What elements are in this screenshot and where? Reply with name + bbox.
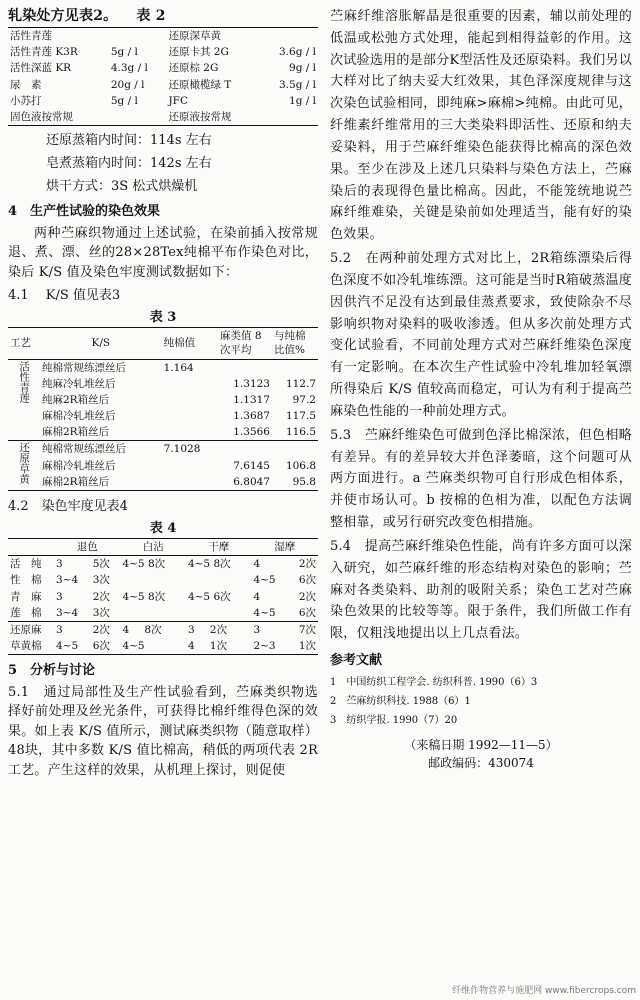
table2-header-left: 活性青莲 (10, 30, 52, 42)
table-cell: 小苏打 (10, 94, 42, 107)
table-cell: 4~5 8次 (122, 558, 166, 571)
table-row (8, 28, 318, 45)
section-5-1-continued: 苎麻纤维溶胀解晶是很重要的因素，辅以前处理的低温或松弛方式处理，能起到相得益彰的作用。这次试验选用的是部分K型活性及还原染料。我们另以大样对比了纳夫妥大红效果，其色泽深度规律与这次染色试验相同，即纯麻>麻棉>纯棉。由此可见，纤维素纤维常用的三大类染料即活性、还原和纳夫妥染料，用于苎麻纤维染色能获得比棉高的深色效果。至少在涉及上述几只染料与染色方法上，苎麻染后的表现得色量比棉高。因此，不能笼统地说苎麻纤维难染，关键是染前如处理适当，能有好的染色效果。 (330, 9, 632, 243)
table-cell: 活性深蓝 KR (10, 62, 72, 75)
table-cell (186, 572, 252, 588)
table-cell: 4 (187, 640, 195, 653)
table-cell: 6.8047 (233, 475, 270, 488)
table-row (8, 458, 318, 474)
references-heading: 参考文献 (330, 653, 383, 669)
table-cell: 106.8 (285, 459, 316, 472)
table3-col-process: 工艺 (8, 328, 40, 359)
table3 (8, 327, 318, 491)
table-cell: 尿 素 (10, 78, 42, 91)
table2-footer-left: 固色液按常规 (10, 110, 73, 123)
table-row (8, 44, 318, 60)
table-cell (120, 605, 186, 622)
table-cell: 1.3566 (233, 426, 270, 439)
left-column (8, 6, 318, 780)
table-cell: 1.1317 (233, 393, 270, 406)
section-5-1-paragraph: 5.1 通过局部性及生产性试验看到，苎麻类织物选择好前处理及丝光条件，可获得比棉纤维得色深的效果。如上表 K/S 值所示，测试麻类织物（随意取样）48块，其中多数 K/S 值比棉高，稍低的两项代表 2R 工艺。产生这样的效果，从机理上探讨，则促使 (8, 684, 318, 778)
table3-title: 表 3 (149, 309, 177, 325)
table2 (8, 27, 318, 126)
table-cell: JFC (168, 94, 188, 107)
table-cell: 活 纯 (10, 558, 42, 571)
right-column (330, 6, 632, 772)
table4-col-stain: 白沾 (120, 539, 186, 556)
postal-code: 邮政编码：430074 (428, 755, 534, 770)
table-cell: 4~5 6次 (187, 590, 231, 603)
table-row (8, 638, 318, 655)
references-list (330, 673, 632, 730)
table-cell: 纯棉常规练漂丝后 (42, 361, 126, 374)
table3-group-reactive: 活性青莲 (18, 360, 31, 403)
table-row (8, 408, 318, 424)
table-row (8, 556, 318, 573)
received-date: （来稿日期 1992—11—5） (404, 737, 558, 752)
table4-col-fade: 退色 (54, 539, 120, 556)
table-cell: 5次 (92, 558, 110, 571)
table-cell (218, 359, 272, 376)
table2-title: 表 2 (136, 8, 166, 24)
table4-col-blank (8, 539, 54, 556)
table-row (8, 424, 318, 441)
table-row (8, 589, 318, 605)
table-cell: 3 (56, 590, 63, 603)
table-cell (162, 458, 218, 474)
table-row (8, 359, 318, 376)
table-row (8, 376, 318, 392)
table-cell (162, 424, 218, 441)
table-cell: 4 (253, 558, 261, 571)
table-cell: 活性青莲 K3R (10, 46, 78, 59)
table-cell: 4~5 (56, 640, 79, 653)
section-4-1-heading: 4.1 K/S 值见表3 (8, 288, 121, 304)
table-cell: 3次 (92, 574, 110, 587)
table-cell: 6次 (92, 640, 110, 653)
table-cell: 3.5g / l (279, 78, 316, 91)
table-cell: 1次 (209, 640, 228, 653)
reference-item: 3 纺织学报. 1990（7）20 (330, 714, 458, 726)
table-cell: 还原橄榄绿 T (168, 78, 232, 91)
table-row (8, 572, 318, 588)
table-row (8, 441, 318, 458)
process-line: 皂煮蒸箱内时间：142s 左右 (46, 155, 212, 171)
table-row (8, 328, 318, 359)
table-cell: 4~5 (122, 640, 145, 653)
table-cell: 6次 (298, 574, 316, 587)
table-row (8, 77, 318, 93)
table-cell: 还原卡其 2G (168, 46, 229, 59)
table-cell: 7次 (298, 623, 316, 636)
table-cell: 性 棉 (10, 574, 42, 587)
table-cell (162, 474, 218, 491)
reference-item: 1 中国纺织工程学会. 纺织科普. 1990（6）3 (330, 676, 538, 688)
table-cell: 1g / l (289, 94, 316, 107)
table-cell (162, 376, 218, 392)
table2-footer-right: 还原液按常规 (168, 110, 232, 123)
table-cell: 4~5 (253, 606, 276, 619)
table-row (8, 392, 318, 408)
table-cell: 3 (253, 623, 261, 636)
table-cell (218, 441, 272, 458)
table-cell: 117.5 (285, 410, 316, 423)
section-4-heading: 4 生产性试验的染色效果 (8, 204, 161, 220)
table2-intro-text: 轧染处方见表2。 (8, 8, 118, 24)
table-cell: 纯麻2R箱丝后 (42, 393, 110, 406)
table-cell: 5g / l (110, 94, 138, 107)
table-cell: 1.3687 (233, 410, 270, 423)
table4-col-wet-rub: 湿摩 (251, 539, 318, 556)
table-cell: 2次 (298, 558, 316, 571)
table-cell: 1.164 (163, 361, 194, 374)
table-cell (272, 359, 318, 376)
table3-col-ramie: 麻类值 8次平均 (218, 328, 272, 359)
table-cell: 莲 棉 (10, 606, 42, 619)
table-cell: 草黄棉 (10, 640, 42, 653)
section-5-3-paragraph: 5.3 苎麻纤维染色可做到色泽比棉深浓，但色相略有差异。有的差异较大并色泽萎暗，这个问题可从两方面进行。a 苎麻类织物可自行形成色相体系，并使市场认可。b 按棉的色相为准，以配色方法调整相靠，或另行研究改变色相措施。 (330, 427, 632, 531)
table-cell: 3 (187, 623, 195, 636)
table-cell: 3 (56, 623, 63, 636)
table-cell: 6次 (298, 606, 316, 619)
table3-group-vat: 还原草黄 (8, 441, 40, 491)
table-cell (162, 408, 218, 424)
table-row (8, 605, 318, 622)
table-cell (162, 392, 218, 408)
table-cell: 116.5 (285, 426, 316, 439)
table-cell: 95.8 (292, 475, 316, 488)
table3-col-cotton: 纯棉值 (162, 328, 218, 359)
table-cell: 还原棕 2G (168, 62, 219, 75)
table-cell: 4~5 8次 (122, 590, 166, 603)
table-row (8, 60, 318, 76)
table-cell: 1.3123 (233, 377, 270, 390)
table-cell: 7.6145 (233, 459, 270, 472)
table-cell: 纯麻冷轧堆丝后 (42, 377, 116, 390)
table4-title: 表 4 (149, 520, 177, 536)
table2-header-right: 还原深草黄 (168, 30, 221, 42)
table-cell: 麻棉冷轧堆丝后 (42, 459, 116, 472)
table-cell: 3~4 (56, 574, 79, 587)
table-row (8, 539, 318, 556)
section-5-heading: 5 分析与讨论 (8, 663, 96, 679)
section-4-paragraph: 两种苎麻织物通过上述试验，在染前插入按常规退、煮、漂、丝的28×28Tex纯棉平布作染色对比，染后 K/S 值及染色牢度测试数据如下： (8, 225, 318, 280)
table-cell: 4 (253, 590, 261, 603)
table-cell: 4 (122, 623, 130, 636)
table-cell: 1次 (298, 640, 316, 653)
table-cell: 2次 (92, 623, 110, 636)
table-cell (272, 441, 318, 458)
table-cell: 20g / l (110, 78, 145, 91)
table-row (8, 109, 318, 126)
table-cell: 5g / l (110, 46, 138, 59)
site-watermark: 纤维作物营养与施肥网 www.fibercrops.com (452, 985, 636, 996)
table-row (8, 474, 318, 491)
table-cell: 纯棉常规练漂丝后 (40, 441, 162, 458)
table-cell: 4~5 (253, 574, 276, 587)
table-cell: 麻棉冷轧堆丝后 (42, 410, 116, 423)
table-cell: 青 麻 (10, 590, 42, 603)
table-cell: 2次 (298, 590, 316, 603)
table-cell: 麻棉2R箱丝后 (42, 475, 110, 488)
process-lines (8, 130, 318, 198)
table-cell: 麻棉2R箱丝后 (42, 426, 110, 439)
table-cell: 4.3g / l (110, 62, 148, 75)
section-4-2-heading: 4.2 染色牢度见表4 (8, 499, 128, 514)
table-cell: 9g / l (289, 62, 316, 75)
table-cell: 3.6g / l (279, 46, 316, 59)
table-row (8, 621, 318, 638)
table3-col-ratio: 与纯棉 比值% (272, 328, 318, 359)
table3-col-ks: K/S (40, 328, 162, 359)
table-cell (120, 572, 186, 588)
table-cell: 112.7 (285, 377, 316, 390)
table-cell: 2次 (209, 623, 228, 636)
table4-col-dry-rub: 干摩 (186, 539, 252, 556)
section-5-2-paragraph: 5.2 在两种前处理方式对比上，2R箱练漂染后得色深度不如冷轧堆练漂。这可能是当时R箱破蒸温度因供汽不足没有达到最佳蒸煮要求，致使除杂不尽影响织物对染料的吸收渗透。但从多次前处理方式变化试验看，不同前处理方式对苎麻纤维染色深度有一定影响。在本次生产性试验中冷轧堆加轻氧漂所得染后 K/S 值较高而稳定，可认为有利于提高苎麻染色性能的一种前处理方式。 (330, 251, 632, 419)
table4 (8, 538, 318, 655)
table-cell: 2次 (92, 590, 110, 603)
table2-intro (8, 6, 318, 27)
table-cell: 还原麻 (10, 623, 42, 636)
table-row (8, 93, 318, 109)
table-cell: 8次 (144, 623, 162, 636)
reference-item: 2 苎麻纺织科技. 1988（6）1 (330, 695, 471, 707)
process-line: 烘干方式：3S 松式烘燥机 (46, 178, 198, 194)
table-cell: 97.2 (292, 393, 316, 406)
section-5-4-paragraph: 5.4 提高苎麻纤维染色性能，尚有许多方面可以深入研究，如苎麻纤维的形态结构对染色的影响；苎麻对各类染料、助剂的吸附关系；染色工艺对苎麻染色效果的比较等等。限于条件，我们所做工作有限，仅粗浅地提出以上几点看法。 (330, 538, 632, 642)
table-cell: 2~3 (253, 640, 276, 653)
table-cell: 3次 (92, 606, 110, 619)
table-cell: 7.1028 (162, 441, 218, 458)
table-cell: 3~4 (56, 606, 79, 619)
table-cell (186, 605, 252, 622)
table-cell: 4~5 8次 (187, 558, 231, 571)
table-cell: 3 (56, 558, 63, 571)
process-line: 还原蒸箱内时间：114s 左右 (46, 133, 212, 149)
